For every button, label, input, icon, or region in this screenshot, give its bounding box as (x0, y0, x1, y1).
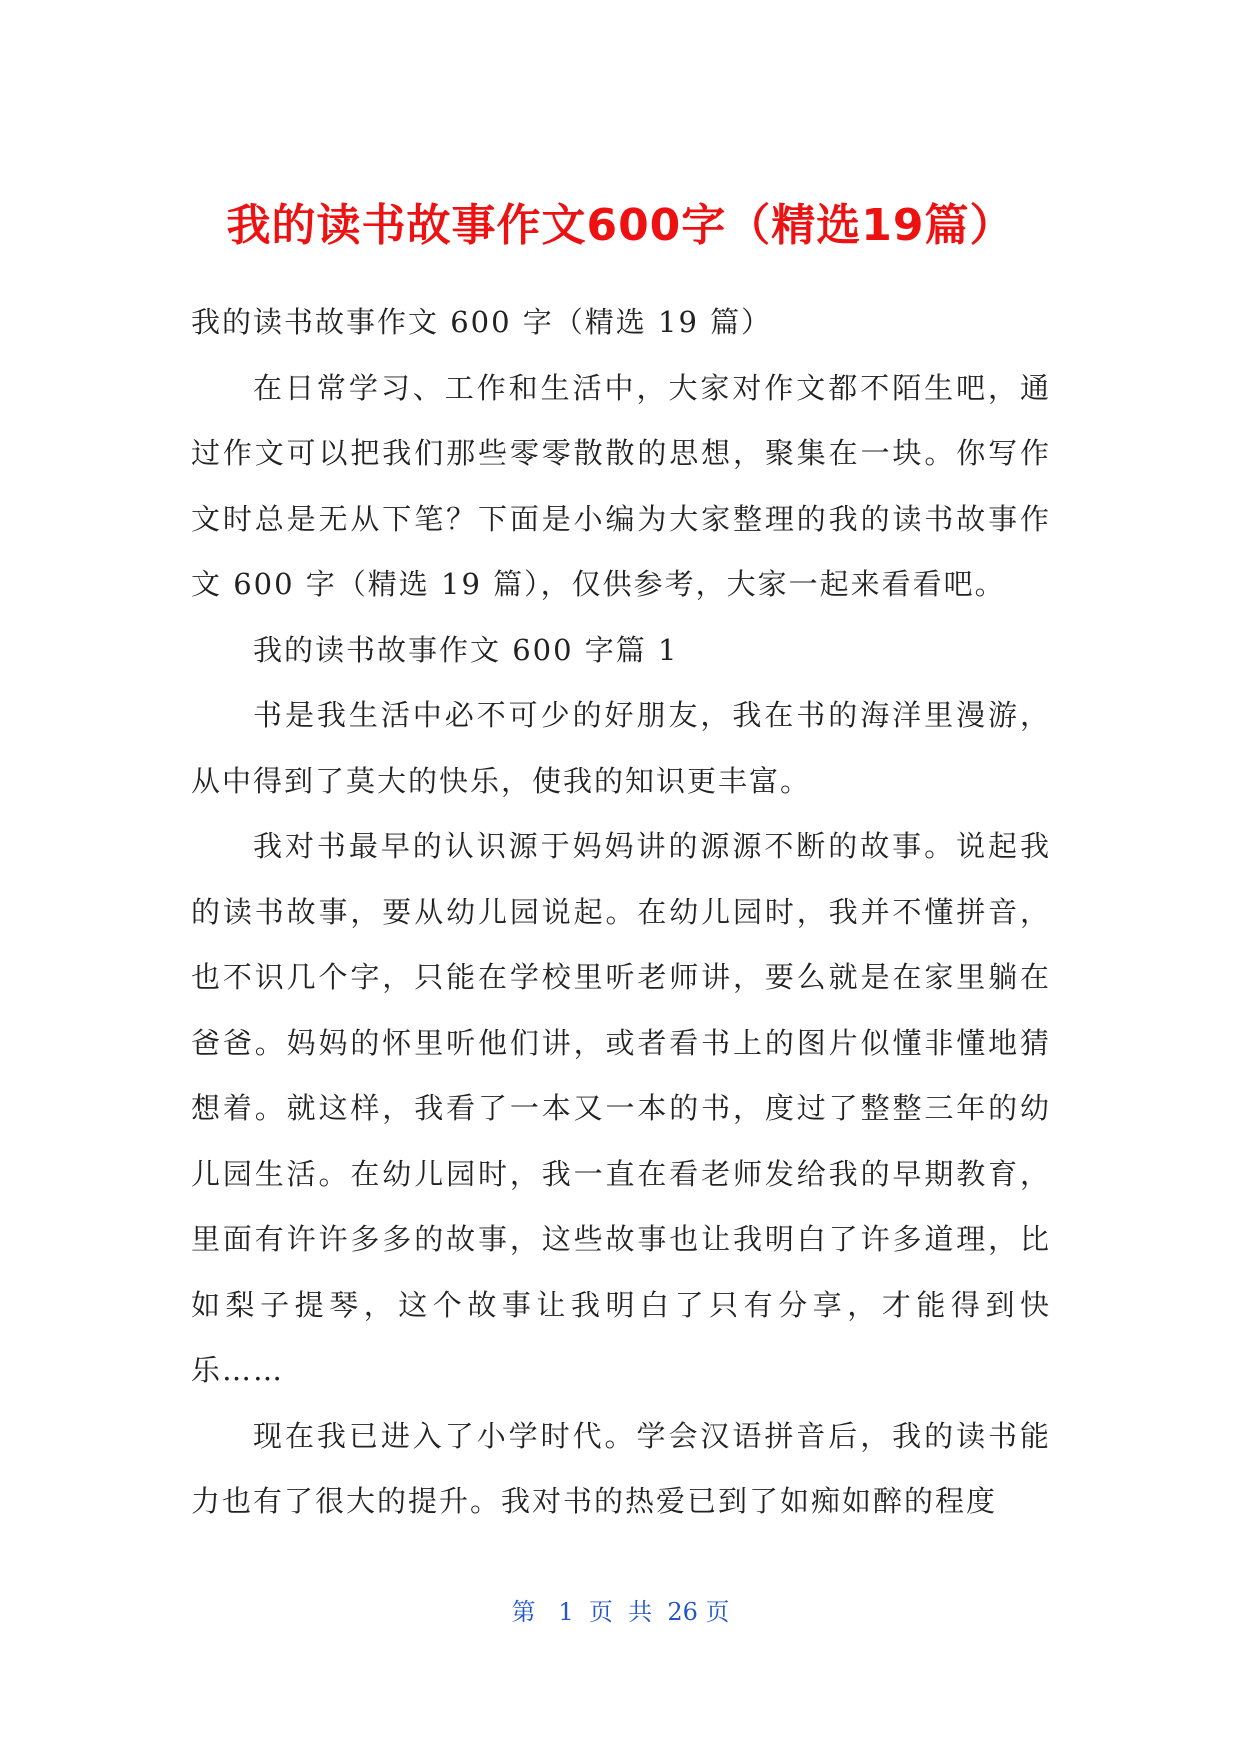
section-heading: 我的读书故事作文 600 字篇 1 (253, 632, 679, 667)
document-title: 我的读书故事作文600字（精选19篇） (226, 200, 1015, 251)
intro-paragraph: 在日常学习、工作和生活中，大家对作文都不陌生吧，通过作文可以把我们那些零零散散的思想，聚集在一块。你写作文时总是无从下笔？下面是小编为大家整理的我的读书故事作文 600 字（精选 19 篇），仅供参考，大家一起来看看吧。 (191, 370, 1051, 601)
document-body (191, 290, 1051, 1535)
body-paragraph: 书是我生活中必不可少的好朋友，我在书的海洋里漫游，从中得到了莫大的快乐，使我的知识更丰富。 (191, 698, 1051, 798)
page-number-footer: 第 1 页 共 26 页 (511, 1598, 730, 1626)
document-subtitle: 我的读书故事作文 600 字（精选 19 篇） (191, 305, 773, 339)
body-paragraph: 我对书最早的认识源于妈妈讲的源源不断的故事。说起我的读书故事，要从幼儿园说起。在幼儿园时，我并不懂拼音，也不识几个字，只能在学校里听老师讲，要么就是在家里躺在爸爸。妈妈的怀里听他们讲，或者看书上的图片似懂非懂地猜想着。就这样，我看了一本又一本的书，度过了整整三年的幼儿园生活。在幼儿园时，我一直在看老师发给我的早期教育，里面有许许多多的故事，这些故事也让我明白了许多道理，比如梨子提琴，这个故事让我明白了只有分享，才能得到快乐…… (191, 829, 1051, 1387)
body-paragraph: 现在我已进入了小学时代。学会汉语拼音后，我的读书能力也有了很大的提升。我对书的热爱已到了如痴如醉的程度 (191, 1418, 1051, 1518)
